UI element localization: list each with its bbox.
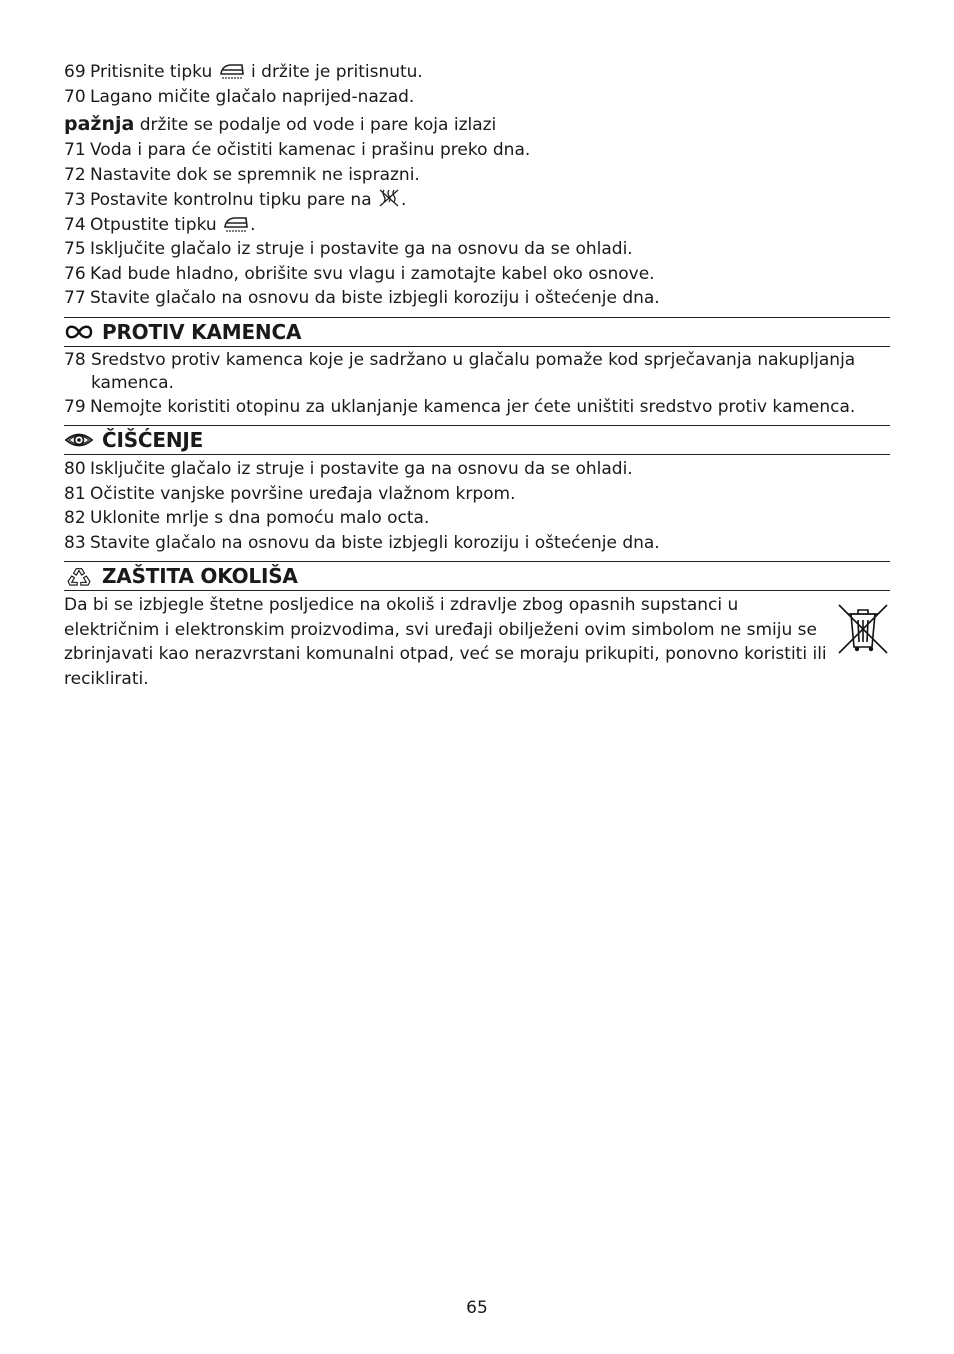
section-title: ČIŠĆENJE [102,428,204,452]
recycle-icon [64,566,94,586]
section-header-cleaning [64,425,890,455]
step-73: 73 Postavite kontrolnu tipku pare na . [64,187,890,213]
section-title: ZAŠTITA OKOLIŠA [102,564,298,588]
step-78: 78 Sredstvo protiv kamenca koje je sadržano u glačalu pomaže kod sprječavanja nakupljanja kamenca. [64,349,856,393]
step-71: 71 Voda i para će očistiti kamenac i prašinu preko dna. [64,140,531,160]
crossed-bin-icon [836,601,890,657]
step-69: 69 Pritisnite tipku i držite je pritisnutu. [64,62,423,82]
step-82: 82 Uklonite mrlje s dna pomoću malo octa. [64,508,430,528]
step-72: 72 Nastavite dok se spremnik ne isprazni. [64,164,420,185]
step-77: 77 Stavite glačalo na osnovu da biste izbjegli koroziju i oštećenje dna. [64,288,660,308]
section-header-anticalc [64,317,890,347]
section-header-environment [64,561,890,591]
page-content [64,60,890,691]
step-76: 76 Kad bude hladno, obrišite svu vlagu i zamotajte kabel oko osnove. [64,263,655,284]
eye-icon [64,430,94,450]
page-number: 65 [466,1298,488,1318]
iron-steam-icon [218,61,246,81]
warning-label: pažnja [64,113,135,135]
infinity-icon [64,322,94,342]
step-83: 83 Stavite glačalo na osnovu da biste izbjegli koroziju i oštećenje dna. [64,532,660,553]
environment-text: Da bi se izbjegle štetne posljedice na okoliš i zdravlje zbog opasnih supstanci u električnim i elektronskim proizvodima, svi uređaji obilježeni ovim simbolom ne smiju se zbrinjavati kao nerazvrstani komunalni otpad, već se moraju prikupiti, ponovno koristiti ili reciklirati. [64,595,827,689]
step-79: 79 Nemojte koristiti otopinu za uklanjanje kamenca jer ćete uništiti sredstvo protiv kamenca. [64,396,856,417]
section-title: PROTIV KAMENCA [102,319,302,344]
step-81: 81 Očistite vanjske površine uređaja vlažnom krpom. [64,483,516,504]
step-70: 70 Lagano mičite glačalo naprijed-nazad. [64,86,415,107]
environment-block [64,593,890,691]
step-75: 75 Isključite glačalo iz struje i postavite ga na osnovu da se ohladi. [64,239,633,259]
step-80: 80 Isključite glačalo iz struje i postavite ga na osnovu da se ohladi. [64,459,633,479]
step-74: 74 Otpustite tipku . [64,214,256,235]
no-steam-icon [377,187,401,209]
warning-note: pažnja držite se podalje od vode i pare koja izlazi [64,113,497,135]
iron-steam-icon [222,214,250,234]
